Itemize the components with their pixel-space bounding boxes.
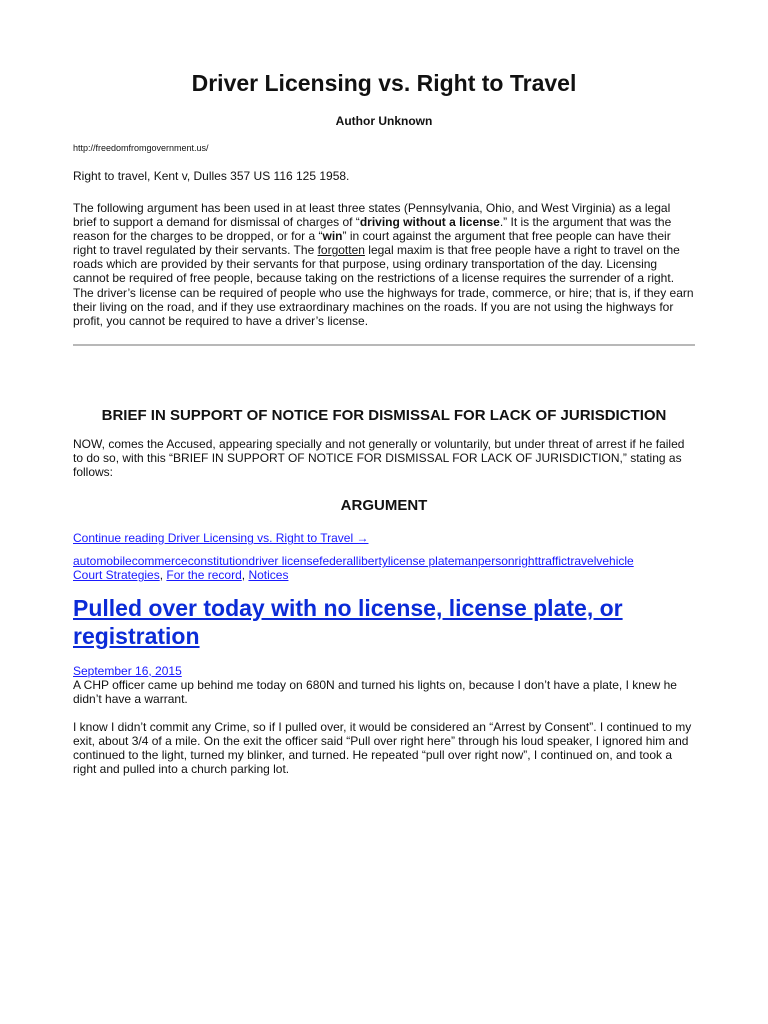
now-paragraph: NOW, comes the Accused, appearing specially and not generally or voluntarily, but under threat of arrest if he failed to do so, with this “BRIEF IN SUPPORT OF NOTICE FOR DISMISSAL FOR LACK OF JURISDICTION,” stating as follows: <box>73 436 685 480</box>
horizontal-divider <box>73 344 695 346</box>
intro-text-4: legal maxim is that free people have a right to travel on the roads which are provided by their servants for that purpose, using ordinary transportation of the day. Licensing cannot be required of free people, because taking on the restrictions of a license requires the surrender of a right. The driver’s license can be required of people who use the highways for trade, commerce, or hire; that is, if they earn their living on the road, and if they use extraordinary machines on the roads. If you are not using the highways for profit, you cannot be required to have a driver’s license. <box>73 243 694 328</box>
continue-reading-link[interactable]: Continue reading Driver Licensing vs. Right to Travel → <box>73 531 369 546</box>
tags-link[interactable]: automobilecommerceconstitutiondriver licensefederallibertylicense platemanpersonrighttraffictravelvehicle <box>73 554 634 569</box>
intro-bold-win: win <box>322 229 343 244</box>
category-link-for-the-record[interactable]: For the record <box>166 568 242 583</box>
argument-heading: ARGUMENT <box>340 497 428 515</box>
post-date <box>73 664 695 678</box>
category-link-court-strategies[interactable]: Court Strategies <box>73 568 160 583</box>
intro-paragraph <box>73 201 695 328</box>
intro-text-3: ” in court against the argument that free people can have their right to travel regulated by their servants. The <box>73 229 671 258</box>
category-separator: , <box>241 568 249 583</box>
intro-text-1: The following argument has been used in at least three states (Pennsylvania, Ohio, and West Virginia) as a legal brief to support a demand for dismissal of charges of “ <box>73 201 671 230</box>
citation: Right to travel, Kent v, Dulles 357 US 116 125 1958. <box>73 169 350 183</box>
post-paragraph-1: A CHP officer came up behind me today on 680N and turned his lights on, because I don’t have a plate, I knew he didn’t have a warrant. <box>73 677 677 706</box>
post-tags <box>73 554 695 582</box>
continue-reading <box>73 531 695 545</box>
post-title-link[interactable]: Pulled over today with no license, license plate, or registration <box>73 594 623 649</box>
post-date-link[interactable]: September 16, 2015 <box>73 663 182 678</box>
source-url: http://freedomfromgovernment.us/ <box>73 143 209 153</box>
category-link-notices[interactable]: Notices <box>248 568 289 583</box>
page-title: Driver Licensing vs. Right to Travel <box>191 70 577 96</box>
author-line: Author Unknown <box>335 114 433 128</box>
post-title <box>73 594 695 650</box>
category-separator: , <box>159 568 167 583</box>
post-paragraph-2: I know I didn’t commit any Crime, so if I pulled over, it would be considered an “Arrest by Consent”. I continued to my exit, about 3/4 of a mile. On the exit the officer said “Pull over right here” through his loud speaker, I ignored him and continued to the light, turned my blinker, and turned. He repeated “pull over right now”, I continued on, and took a right and pulled into a church parking lot. <box>73 719 692 776</box>
brief-heading: BRIEF IN SUPPORT OF NOTICE FOR DISMISSAL FOR LACK OF JURISDICTION <box>101 406 667 424</box>
intro-text-2: .” It is the argument that was the reason for the charges to be dropped, or for a “ <box>73 215 672 244</box>
intro-underlined-forgotten: forgotten <box>317 243 365 258</box>
intro-bold-driving: driving without a license <box>359 215 500 230</box>
